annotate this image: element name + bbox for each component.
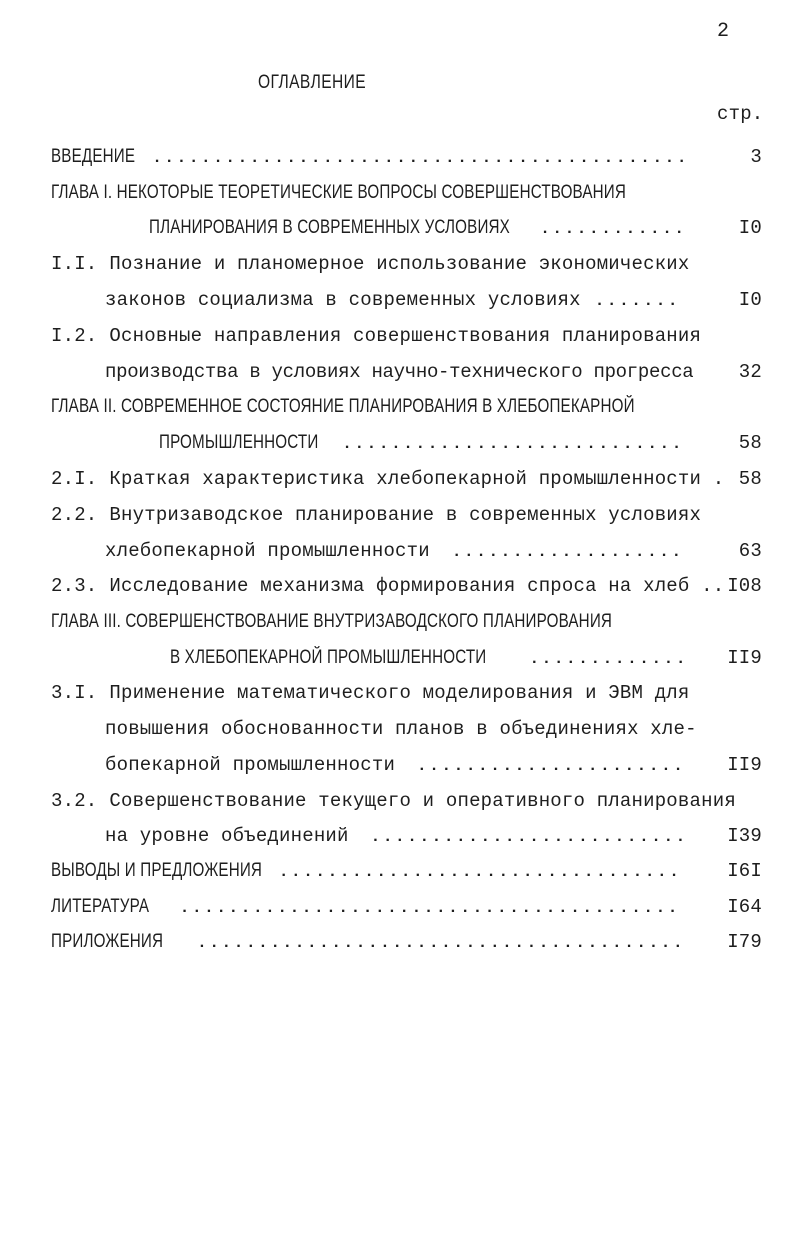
dot-leader [342, 430, 683, 458]
toc-entry [51, 250, 751, 278]
toc-entry-text: Познание и планомерное использование экономических [109, 253, 690, 275]
toc-entry-number: 2.3. [51, 575, 98, 597]
toc-entry [51, 179, 751, 207]
toc-entry [51, 572, 771, 600]
toc-entry-text: производства в условиях научно-технического прогресса [105, 361, 694, 383]
dot-leader [197, 929, 683, 957]
page-number: 2 [717, 20, 730, 43]
toc-entry [51, 679, 771, 707]
toc-entry-text: Исследование механизма формирования спроса на хлеб .. [109, 575, 725, 597]
toc-entry-text: Основные направления совершенствования планирования [109, 325, 702, 347]
dot-leader [180, 894, 683, 922]
toc-entry-text: повышения обоснованности планов в объединениях хле- [105, 718, 697, 740]
toc-page-number: I39 [727, 825, 762, 847]
toc-entry [105, 751, 762, 779]
toc-entry-text: ГЛАВА I. НЕКОТОРЫЕ ТЕОРЕТИЧЕСКИЕ ВОПРОСЫ СОВЕРШЕНСТВОВАНИЯ [51, 182, 627, 203]
page-title: ОГЛАВЛЕНИЕ [258, 72, 367, 93]
toc-entry-text: ВЫВОДЫ И ПРЕДЛОЖЕНИЯ [51, 860, 263, 881]
toc-entry-text: Внутризаводское планирование в современных условиях [109, 504, 702, 526]
toc-entry [51, 893, 762, 921]
toc-entry [51, 393, 771, 421]
toc-page-number: I6I [727, 860, 762, 882]
toc-entry-text: ГЛАВА III. СОВЕРШЕНСТВОВАНИЕ ВНУТРИЗАВОДСКОГО ПЛАНИРОВАНИЯ [51, 611, 613, 632]
dot-leader [540, 215, 683, 243]
toc-entry-text: бопекарной промышленности [105, 754, 396, 776]
toc-page-number: I0 [738, 289, 762, 311]
toc-entry-number: 3.2. [51, 790, 98, 812]
toc-entry [51, 608, 771, 636]
dot-leader [279, 858, 683, 886]
toc-entry-text: ПЛАНИРОВАНИЯ В СОВРЕМЕННЫХ УСЛОВИЯХ [149, 217, 510, 238]
toc-entry-text: ПРОМЫШЛЕННОСТИ [159, 432, 319, 453]
toc-entry-text: ПРИЛОЖЕНИЯ [51, 931, 164, 952]
toc-entry-number: 3.I. [51, 682, 98, 704]
toc-entry [51, 322, 751, 350]
toc-entry-text: на уровне объединений [105, 825, 349, 847]
toc-entry [51, 857, 762, 885]
toc-page-number: 32 [738, 361, 762, 383]
toc-page-number: II9 [727, 754, 762, 776]
toc-entry [170, 644, 762, 672]
toc-entry [105, 358, 762, 386]
toc-entry-number: I.I. [51, 253, 98, 275]
toc-entry-text: Совершенствование текущего и оперативного планирования [109, 790, 736, 812]
toc-entry [51, 501, 751, 529]
toc-entry [105, 537, 762, 565]
toc-entry [51, 787, 771, 815]
toc-page-number: 58 [738, 432, 762, 454]
dot-leader [417, 752, 683, 780]
toc-entry [51, 928, 762, 956]
toc-entry [105, 715, 725, 743]
toc-entry-text: хлебопекарной промышленности [105, 540, 430, 562]
toc-entry [51, 143, 762, 171]
toc-page-number: I64 [727, 896, 762, 918]
toc-entry-text: законов социализма в современных условиях [105, 289, 581, 311]
dot-leader [371, 823, 683, 851]
toc-page-number: 3 [750, 146, 762, 168]
toc-entry-number: 2.I. [51, 468, 98, 490]
toc-entry [105, 822, 762, 850]
toc-entry-number: I.2. [51, 325, 98, 347]
toc-entry-text: Применение математического моделирования и ЭВМ для [109, 682, 690, 704]
toc-page-number: 63 [738, 540, 762, 562]
toc-entry-number: 2.2. [51, 504, 98, 526]
toc-page-number: 58 [738, 468, 762, 490]
toc-entry [105, 286, 762, 314]
toc-entry [159, 429, 762, 457]
toc-entry-text: ЛИТЕРАТУРА [51, 896, 150, 917]
toc-page-number: I0 [738, 217, 762, 239]
dot-leader [529, 645, 683, 673]
dot-leader [452, 538, 683, 566]
toc-page-number: I79 [727, 931, 762, 953]
toc-entry-text: ВВЕДЕНИЕ [51, 146, 136, 167]
toc-page-number: I08 [727, 575, 762, 597]
toc-entry-text: ГЛАВА II. СОВРЕМЕННОЕ СОСТОЯНИЕ ПЛАНИРОВАНИЯ В ХЛЕБОПЕКАРНОЙ [51, 396, 635, 417]
dot-leader [595, 287, 683, 315]
toc-entry-text: В ХЛЕБОПЕКАРНОЙ ПРОМЫШЛЕННОСТИ [170, 647, 487, 668]
dot-leader [152, 144, 683, 172]
toc-entry [51, 465, 762, 493]
toc-entry-text: Краткая характеристика хлебопекарной промышленности . [109, 468, 725, 490]
page-column-header: стр. [717, 103, 764, 125]
toc-page-number: II9 [727, 647, 762, 669]
toc-entry [149, 214, 762, 242]
